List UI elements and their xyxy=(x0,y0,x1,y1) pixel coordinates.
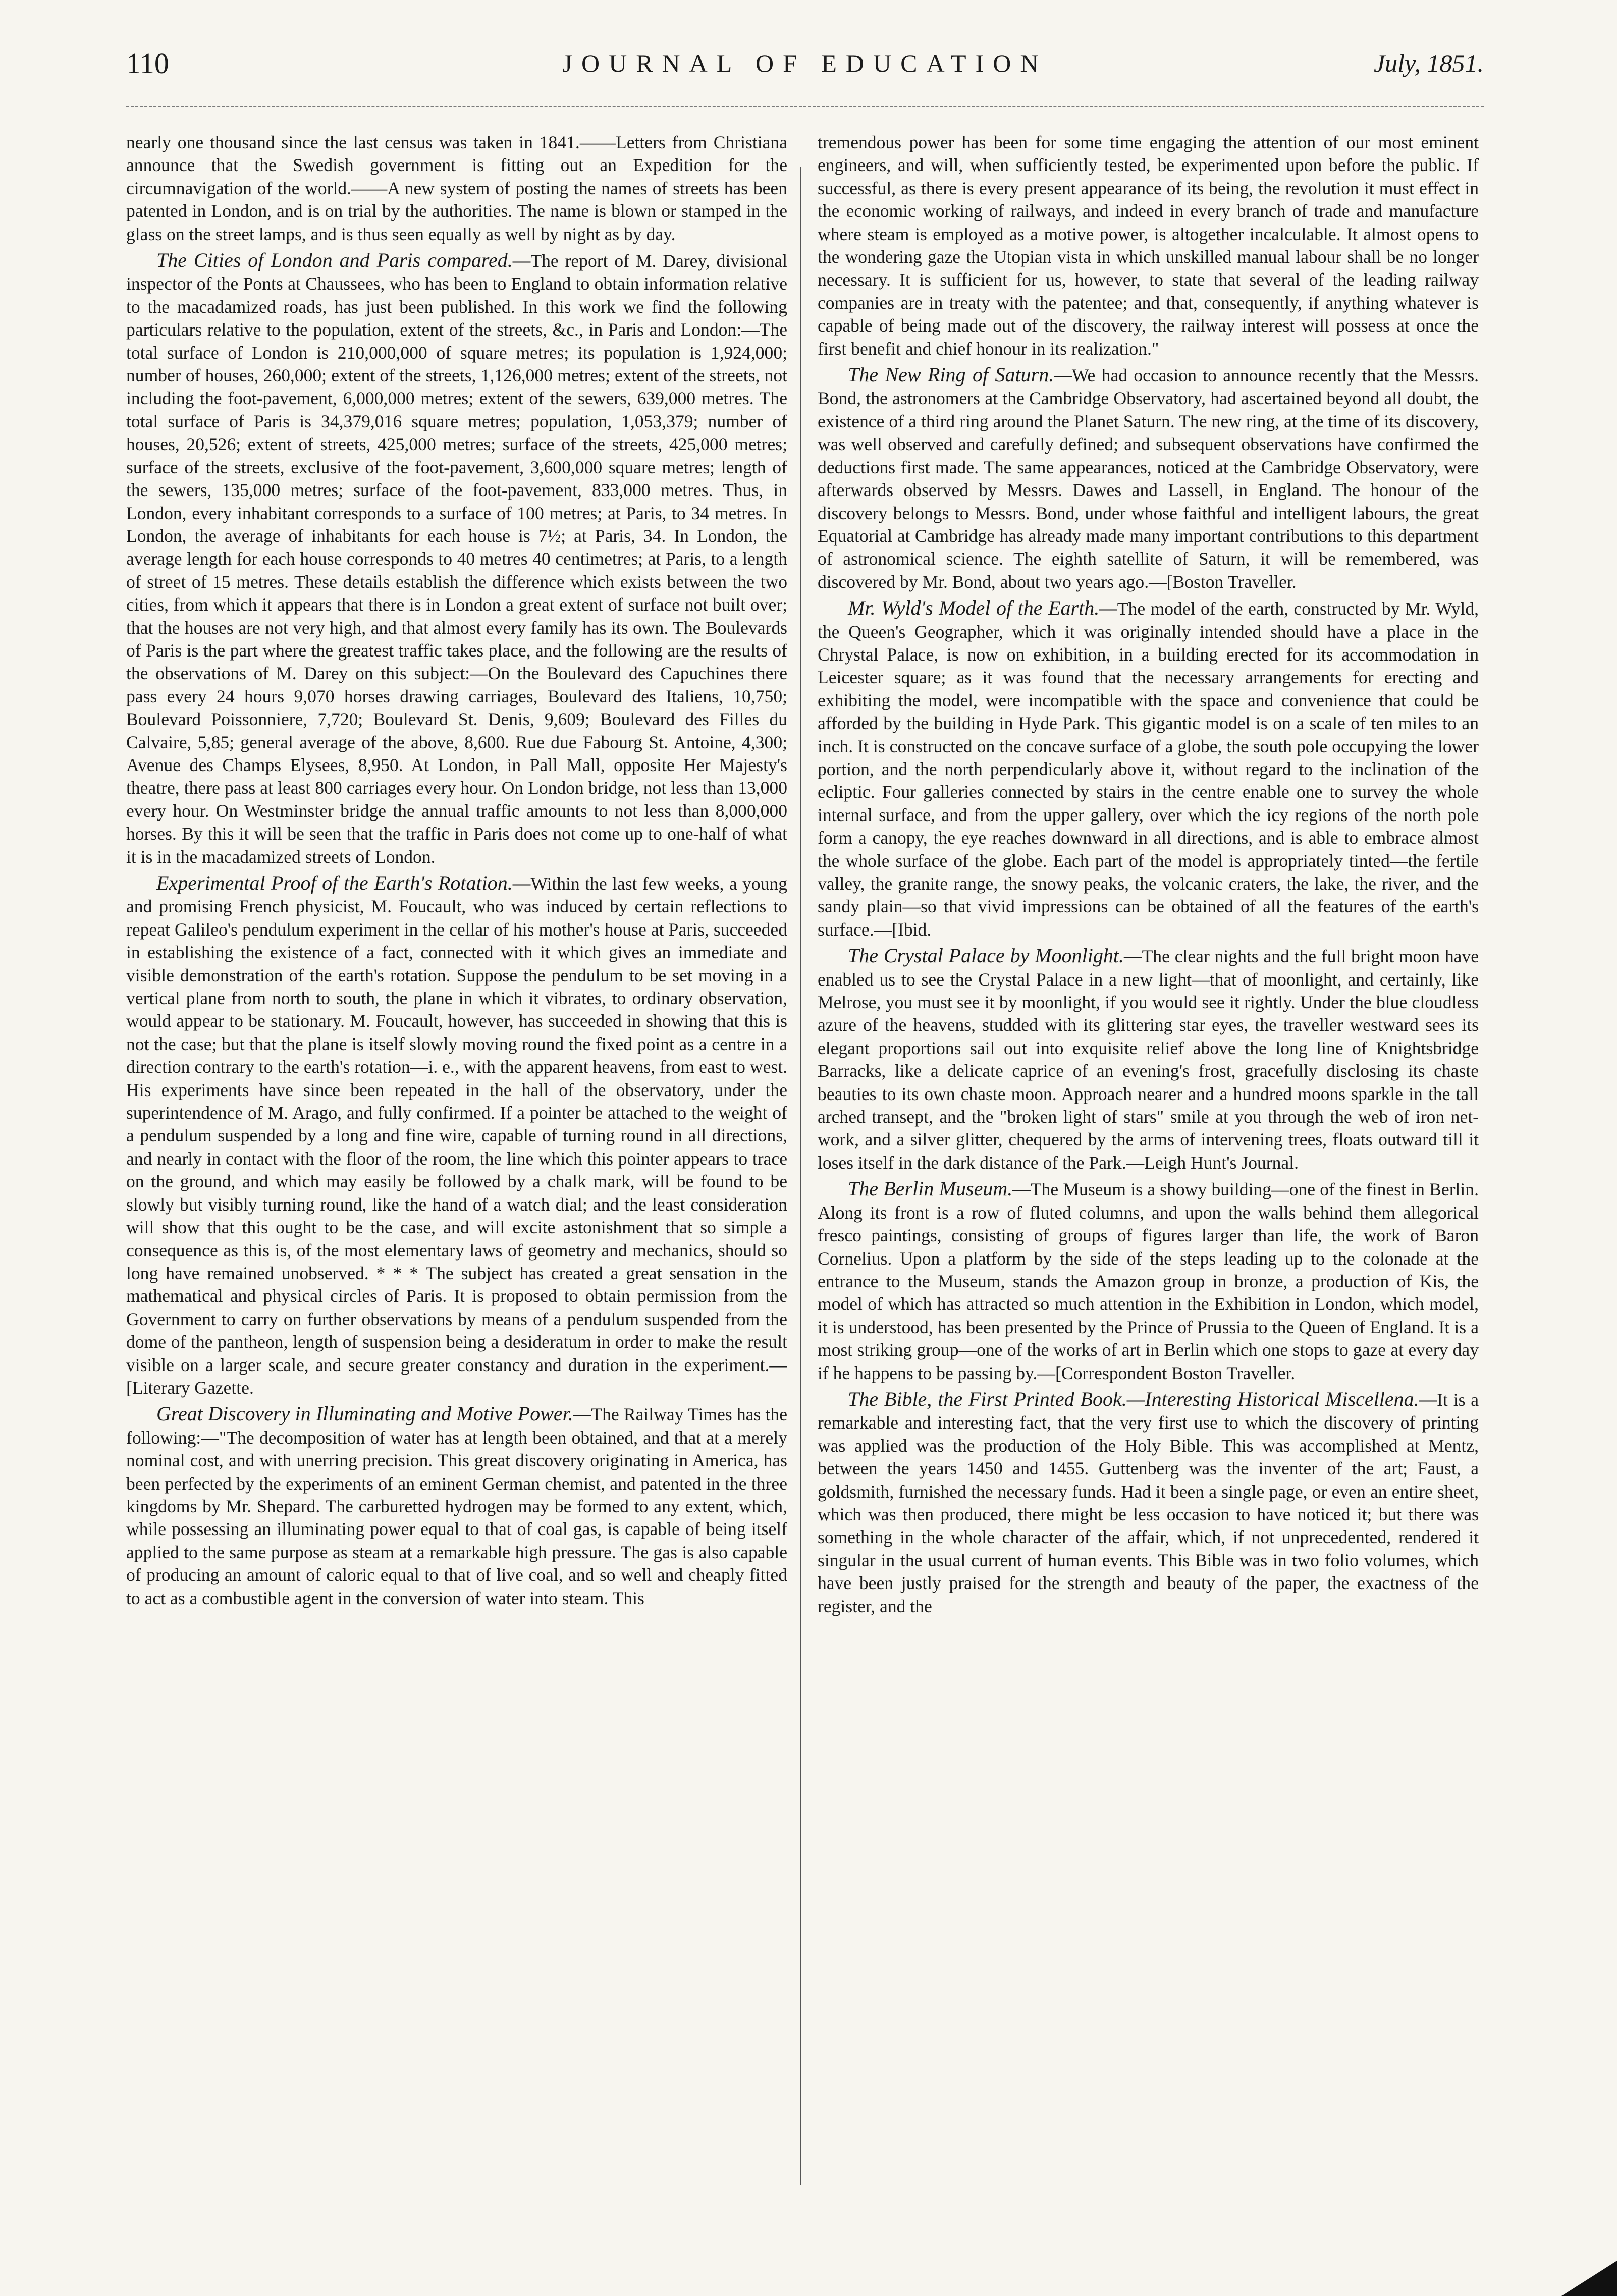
page-header xyxy=(126,46,1484,87)
article-paragraph xyxy=(818,944,1479,1174)
left-column xyxy=(126,131,787,2240)
article-text: nearly one thousand since the last census was taken in 1841.——Letters from Christiana announce that the Swedish government is fitting out an Expedition for the circumnavigation of the world.——A new system of posting the names of streets has been patented in London, and is on trial by the authorities. The name is blown or stamped in the glass on the street lamps, and is thus seen equally as well by night as by day. xyxy=(126,132,787,244)
article-paragraph xyxy=(126,1402,787,1610)
article-text: The Museum is a showy building—one of the finest in Berlin. Along its front is a row of fluted columns, and upon the walls behind them allegorical fresco paintings, consisting of groups of figures larger than life, the work of Baron Cornelius. Upon a platform by the side of the steps leading up to the colonade at the entrance to the Museum, stands the Amazon group in bronze, a production of Kis, the model of which has attracted so much attention in the Exhibition in London, which model, it is understood, has been presented by the Prince of Prussia to the Queen of England. It is a most striking group—one of the works of art in Berlin which one stops to gaze at every day if he happens to be passing by.—[Correspondent Boston Traveller. xyxy=(818,1179,1479,1383)
page-corner-shadow xyxy=(1561,2261,1617,2296)
article-paragraph xyxy=(126,871,787,1399)
journal-title: JOURNAL OF EDUCATION xyxy=(562,49,1048,77)
article-paragraph xyxy=(818,1177,1479,1385)
article-paragraph xyxy=(818,1388,1479,1618)
article-heading: The Crystal Palace by Moonlight.— xyxy=(848,944,1142,967)
article-text: The clear nights and the full bright moon have enabled us to see the Crystal Palace in a new light—that of moonlight, and certainly, like Melrose, you must see it by moonlight, if you would see it rightly. Under the blue cloudless azure of the heavens, studded with its glittering star eyes, the traveller westward sees its elegant proportions sail out into exquisite relief above the long line of Knightsbridge Barracks, like a delicate caprice of an evening's frost, gracefully disclosing its chaste beauties to its own chaste moon. Approach nearer and a hundred moons sparkle in the tall arched transept, and the "broken light of stars" smile at you through the web of iron net-work, and a silver glitter, chequered by the arms of intervening trees, floats outward till it loses itself in the dark distance of the Park.—Leigh Hunt's Journal. xyxy=(818,946,1479,1173)
article-paragraph xyxy=(126,249,787,868)
article-text: We had occasion to announce recently that the Messrs. Bond, the astronomers at the Cambridge Observatory, had ascertained beyond all doubt, the existence of a third ring around the Planet Saturn. The new ring, at the time of its discovery, was well observed and carefully defined; and subsequent observations have confirmed the deductions first made. The same appearances, noticed at the Cambridge Observatory, were afterwards observed by Messrs. Dawes and Lassell, in England. The honour of the discovery belongs to Messrs. Bond, under whose faithful and intelligent labours, the great Equatorial at Cambridge has already made many important contributions to this department of astronomical science. The eighth satellite of Saturn, it will be remembered, was discovered by Mr. Bond, about two years ago.—[Boston Traveller. xyxy=(818,365,1479,592)
article-heading: The Bible, the First Printed Book.—Interesting Historical Miscellena.— xyxy=(848,1387,1437,1410)
article-heading: The New Ring of Saturn.— xyxy=(848,363,1072,387)
header-rule xyxy=(126,106,1484,107)
issue-date: July, 1851. xyxy=(1373,49,1484,77)
article-heading: The Cities of London and Paris compared.— xyxy=(156,249,531,272)
article-paragraph xyxy=(818,363,1479,593)
article-heading: Great Discovery in Illuminating and Motive Power.— xyxy=(156,1402,591,1426)
article-paragraph xyxy=(126,131,787,246)
article-text: Within the last few weeks, a young and promising French physicist, M. Foucault, who was induced by certain reflections to repeat Galileo's pendulum experiment in the cellar of his mother's house at Paris, succeeded in establishing the existence of a fact, connected with it which gives an immediate and visible demonstration of the earth's rotation. Suppose the pendulum to be set moving in a vertical plane from north to south, the plane in which it vibrates, to ordinary observation, would appear to be stationary. M. Foucault, however, has succeeded in showing that this is not the case; but that the plane is itself slowly moving round the fixed point as a centre in a direction contrary to the earth's rotation—i. e., with the apparent heavens, from east to west. His experiments have since been repeated in the hall of the observatory, under the superintendence of M. Arago, and fully confirmed. If a pointer be attached to the weight of a pendulum suspended by a long and fine wire, capable of turning round in all directions, and nearly in contact with the floor of the room, the line which this pointer appears to trace on the ground, and which may easily be followed by a chalk mark, will be found to be slowly but visibly turning round, like the hand of a watch dial; and the least consideration will show that this ought to be the case, and will excite astonishment that so simple a consequence as this is, of the most elementary laws of geometry and mechanics, should so long have remained unobserved. * * * The subject has created a great sensation in the mathematical and physical circles of Paris. It is proposed to obtain permission from the Government to carry on further observations by means of a pendulum suspended from the dome of the pantheon, length of suspension being a desideratum in order to make the result visible on a larger scale, and secure greater constancy and duration in the experiment.—[Literary Gazette. xyxy=(126,873,787,1398)
article-heading: Experimental Proof of the Earth's Rotation.— xyxy=(156,871,531,894)
page-number: 110 xyxy=(126,47,169,80)
article-heading: Mr. Wyld's Model of the Earth.— xyxy=(848,596,1117,620)
column-divider xyxy=(800,167,801,2185)
article-heading: The Berlin Museum.— xyxy=(848,1177,1031,1200)
article-paragraph xyxy=(818,596,1479,941)
article-paragraph xyxy=(818,131,1479,360)
article-text: The Railway Times has the following:—"The decomposition of water has at length been obtained, and that at a merely nominal cost, and with unerring precision. This great discovery originating in America, has been perfected by the experiments of an eminent German chemist, and patented in the three kingdoms by Mr. Shepard. The carburetted hydrogen may be formed to any extent, which, while possessing an illuminating power equal to that of coal gas, is capable of being itself applied to the same purpose as steam at a remarkable high pressure. The gas is also capable of producing an amount of caloric equal to that of live coal, and so well and cheaply fitted to act as a combustible agent in the conversion of water into steam. This xyxy=(126,1404,787,1608)
article-text: It is a remarkable and interesting fact, that the very first use to which the discovery of printing was applied was the production of the Holy Bible. This was accomplished at Mentz, between the years 1450 and 1455. Guttenberg was the inventer of the art; Faust, a goldsmith, furnished the necessary funds. Had it been a single page, or even an entire sheet, which was then produced, there might be less occasion to have noticed it; but there was something in the whole character of the affair, which, if not unprecedented, rendered it singular in the usual current of human events. This Bible was in two folio volumes, which have been justly praised for the strength and beauty of the paper, the exactness of the register, and the xyxy=(818,1389,1479,1616)
article-text: The model of the earth, constructed by Mr. Wyld, the Queen's Geographer, which it was originally intended should have a place in the Chrystal Palace, is now on exhibition, in a building erected for its accommodation in Leicester square; as it was found that the necessary arrangements for erecting and exhibiting the model, were incompatible with the space and convenience that could be afforded by the building in Hyde Park. This gigantic model is on a scale of ten miles to an inch. It is constructed on the concave surface of a globe, the south pole occupying the lower portion, and the north perpendicularly above it, without regard to the inclination of the ecliptic. Four galleries connected by stairs in the centre enable one to survey the whole internal surface, and from the upper gallery, over which the icy regions of the north pole form a canopy, the eye reaches downward in all directions, and is able to embrace almost the whole surface of the globe. Each part of the model is appropriately tinted—the fertile valley, the granite range, the snowy peaks, the volcanic craters, the lake, the river, and the sandy plain—so that vivid impressions can be obtained of all the features of the earth's surface.—[Ibid. xyxy=(818,598,1479,940)
article-text: The report of M. Darey, divisional inspector of the Ponts at Chaussees, who has been to England to obtain information relative to the macadamized roads, has just been published. In this work we find the following particulars relative to the population, extent of the streets, &c., in Paris and London:—The total surface of London is 210,000,000 of square metres; its population is 1,924,000; number of houses, 260,000; extent of the streets, 1,126,000 metres; extent of the streets, not including the foot-pavement, 6,000,000 metres; extent of the sewers, 639,000 metres. The total surface of Paris is 34,379,016 square metres; population, 1,053,379; number of houses, 20,526; extent of streets, 425,000 metres; surface of the streets, 425,000 metres; surface of the streets, exclusive of the foot-pavement, 3,600,000 square metres; length of the sewers, 135,000 metres; surface of the foot-pavement, 833,000 metres. Thus, in London, every inhabitant corresponds to a surface of 100 metres; at Paris, to 34 metres. In London, the average of inhabitants for each house is 7½; at Paris, 34. In London, the average length for each house corresponds to 40 metres 40 centimetres; at Paris, to a length of street of 15 metres. These details establish the difference which exists between the two cities, from which it appears that there is in London a great extent of surface not built over; that the houses are not very high, and that almost every family has its own. The Boulevards of Paris is the part where the greatest traffic takes place, and the following are the results of the observations of M. Darey on this subject:—On the Boulevard des Capuchines there pass every 24 hours 9,070 horses drawing carriages, Boulevard des Italiens, 10,750; Boulevard Poissonniere, 7,720; Boulevard St. Denis, 9,609; Boulevard des Filles du Calvaire, 5,85; general average of the above, 8,600. Rue due Fabourg St. Antoine, 4,300; Avenue des Champs Elysees, 8,950. At London, in Pall Mall, opposite Her Majesty's theatre, there pass at least 800 carriages every hour. On London bridge, not less than 13,000 every hour. On Westminster bridge the annual traffic amounts to not less than 8,000,000 horses. By this it will be seen that the traffic in Paris does not come up to one-half of what it is in the macadamized streets of London. xyxy=(126,251,787,867)
right-column xyxy=(818,131,1479,2240)
article-text: tremendous power has been for some time engaging the attention of our most eminent engineers, and will, when sufficiently tested, be experimented upon before the public. If successful, as there is every present appearance of its being, the revolution it must effect in the economic working of railways, and indeed in every branch of trade and manufacture where steam is employed as a motive power, is altogether incalculable. It almost opens to the wondering gaze the Utopian vista in which unskilled manual labour shall be no longer necessary. It is sufficient for us, however, to state that several of the leading railway companies are in treaty with the patentee; and that, consequently, if anything whatever is capable of being made out of the discovery, the railway interest will possess at once the first benefit and chief honour in its realization." xyxy=(818,132,1479,359)
